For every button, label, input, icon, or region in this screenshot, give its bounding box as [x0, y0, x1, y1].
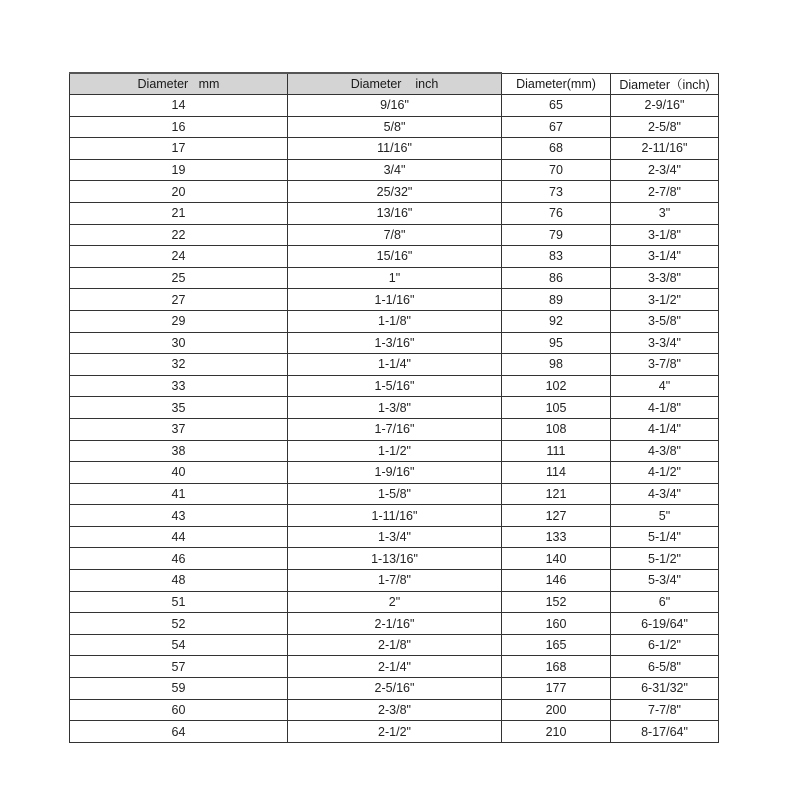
cell-diameter-mm: 32 — [70, 354, 288, 376]
cell-diameter-inch: 15/16" — [288, 246, 502, 268]
cell-diameter-mm-2: 105 — [502, 397, 611, 419]
table-row — [70, 397, 719, 419]
table-row — [70, 613, 719, 635]
cell-diameter-inch-2: 2-11/16" — [611, 138, 719, 160]
diameter-conversion-table — [69, 72, 719, 743]
cell-diameter-mm-2: 73 — [502, 181, 611, 203]
cell-diameter-inch: 1-13/16" — [288, 548, 502, 570]
cell-diameter-inch-2: 6-1/2" — [611, 634, 719, 656]
cell-diameter-mm: 20 — [70, 181, 288, 203]
table-row — [70, 181, 719, 203]
table-row — [70, 95, 719, 117]
table-row — [70, 246, 719, 268]
cell-diameter-inch-2: 6-19/64" — [611, 613, 719, 635]
table-row — [70, 634, 719, 656]
cell-diameter-mm-2: 160 — [502, 613, 611, 635]
cell-diameter-mm-2: 168 — [502, 656, 611, 678]
cell-diameter-inch: 1-1/8" — [288, 310, 502, 332]
table-header — [70, 73, 719, 95]
cell-diameter-inch: 1-5/8" — [288, 483, 502, 505]
table-row — [70, 721, 719, 743]
cell-diameter-inch: 9/16" — [288, 95, 502, 117]
cell-diameter-mm: 41 — [70, 483, 288, 505]
cell-diameter-mm-2: 70 — [502, 159, 611, 181]
cell-diameter-inch-2: 2-9/16" — [611, 95, 719, 117]
cell-diameter-mm: 51 — [70, 591, 288, 613]
header-diameter-mm-2: Diameter(mm) — [502, 73, 611, 95]
table-row — [70, 591, 719, 613]
table-row — [70, 678, 719, 700]
cell-diameter-mm: 24 — [70, 246, 288, 268]
cell-diameter-mm: 21 — [70, 202, 288, 224]
header-diameter-inch-2: Diameter（inch) — [611, 73, 719, 95]
table-row — [70, 354, 719, 376]
table-row — [70, 224, 719, 246]
table-row — [70, 548, 719, 570]
cell-diameter-mm: 48 — [70, 570, 288, 592]
cell-diameter-inch-2: 2-5/8" — [611, 116, 719, 138]
cell-diameter-inch-2: 5-1/4" — [611, 526, 719, 548]
table-row — [70, 483, 719, 505]
cell-diameter-inch-2: 2-3/4" — [611, 159, 719, 181]
cell-diameter-inch: 1-9/16" — [288, 462, 502, 484]
cell-diameter-mm-2: 140 — [502, 548, 611, 570]
cell-diameter-mm: 17 — [70, 138, 288, 160]
cell-diameter-mm-2: 210 — [502, 721, 611, 743]
table-row — [70, 505, 719, 527]
header-row — [70, 73, 719, 95]
cell-diameter-mm: 27 — [70, 289, 288, 311]
cell-diameter-mm-2: 79 — [502, 224, 611, 246]
cell-diameter-mm-2: 98 — [502, 354, 611, 376]
cell-diameter-inch-2: 3" — [611, 202, 719, 224]
cell-diameter-inch: 2-1/16" — [288, 613, 502, 635]
cell-diameter-inch-2: 6-31/32" — [611, 678, 719, 700]
cell-diameter-inch-2: 4" — [611, 375, 719, 397]
cell-diameter-inch: 2-1/8" — [288, 634, 502, 656]
cell-diameter-mm-2: 108 — [502, 418, 611, 440]
table-row — [70, 116, 719, 138]
cell-diameter-inch: 2-1/2" — [288, 721, 502, 743]
cell-diameter-mm-2: 95 — [502, 332, 611, 354]
table-row — [70, 202, 719, 224]
cell-diameter-mm: 35 — [70, 397, 288, 419]
cell-diameter-mm-2: 146 — [502, 570, 611, 592]
cell-diameter-inch-2: 3-3/4" — [611, 332, 719, 354]
cell-diameter-mm: 29 — [70, 310, 288, 332]
cell-diameter-inch-2: 6" — [611, 591, 719, 613]
cell-diameter-inch-2: 4-1/8" — [611, 397, 719, 419]
cell-diameter-inch: 11/16" — [288, 138, 502, 160]
cell-diameter-inch-2: 5-3/4" — [611, 570, 719, 592]
cell-diameter-inch-2: 2-7/8" — [611, 181, 719, 203]
cell-diameter-mm: 22 — [70, 224, 288, 246]
cell-diameter-inch-2: 7-7/8" — [611, 699, 719, 721]
table-row — [70, 526, 719, 548]
cell-diameter-mm: 46 — [70, 548, 288, 570]
cell-diameter-mm-2: 86 — [502, 267, 611, 289]
cell-diameter-mm-2: 65 — [502, 95, 611, 117]
cell-diameter-inch: 1-11/16" — [288, 505, 502, 527]
cell-diameter-mm-2: 114 — [502, 462, 611, 484]
table-row — [70, 656, 719, 678]
cell-diameter-inch-2: 5" — [611, 505, 719, 527]
cell-diameter-mm: 16 — [70, 116, 288, 138]
cell-diameter-inch-2: 4-1/4" — [611, 418, 719, 440]
cell-diameter-mm: 25 — [70, 267, 288, 289]
table-row — [70, 570, 719, 592]
cell-diameter-inch: 2-5/16" — [288, 678, 502, 700]
cell-diameter-mm-2: 102 — [502, 375, 611, 397]
cell-diameter-mm: 43 — [70, 505, 288, 527]
cell-diameter-mm: 44 — [70, 526, 288, 548]
header-diameter-mm: Diameter mm — [70, 73, 288, 95]
cell-diameter-inch: 1-3/16" — [288, 332, 502, 354]
cell-diameter-mm: 37 — [70, 418, 288, 440]
cell-diameter-mm: 40 — [70, 462, 288, 484]
cell-diameter-inch: 1-1/16" — [288, 289, 502, 311]
cell-diameter-inch-2: 3-3/8" — [611, 267, 719, 289]
cell-diameter-mm: 33 — [70, 375, 288, 397]
cell-diameter-mm: 60 — [70, 699, 288, 721]
table-row — [70, 418, 719, 440]
cell-diameter-mm-2: 76 — [502, 202, 611, 224]
cell-diameter-mm: 38 — [70, 440, 288, 462]
cell-diameter-mm: 64 — [70, 721, 288, 743]
cell-diameter-inch: 2-3/8" — [288, 699, 502, 721]
cell-diameter-inch-2: 5-1/2" — [611, 548, 719, 570]
cell-diameter-inch: 1-1/2" — [288, 440, 502, 462]
cell-diameter-inch: 1-3/8" — [288, 397, 502, 419]
cell-diameter-inch: 25/32" — [288, 181, 502, 203]
table-row — [70, 332, 719, 354]
cell-diameter-inch: 3/4" — [288, 159, 502, 181]
cell-diameter-mm: 54 — [70, 634, 288, 656]
cell-diameter-mm-2: 92 — [502, 310, 611, 332]
cell-diameter-inch-2: 3-1/4" — [611, 246, 719, 268]
table-row — [70, 289, 719, 311]
cell-diameter-mm-2: 121 — [502, 483, 611, 505]
table-row — [70, 159, 719, 181]
cell-diameter-inch: 2" — [288, 591, 502, 613]
table-row — [70, 462, 719, 484]
cell-diameter-inch: 13/16" — [288, 202, 502, 224]
table-row — [70, 310, 719, 332]
cell-diameter-inch: 5/8" — [288, 116, 502, 138]
cell-diameter-inch: 1-7/8" — [288, 570, 502, 592]
cell-diameter-inch-2: 4-3/8" — [611, 440, 719, 462]
cell-diameter-inch-2: 3-1/2" — [611, 289, 719, 311]
cell-diameter-mm: 14 — [70, 95, 288, 117]
table-row — [70, 138, 719, 160]
cell-diameter-inch-2: 3-5/8" — [611, 310, 719, 332]
cell-diameter-inch: 1" — [288, 267, 502, 289]
cell-diameter-mm-2: 133 — [502, 526, 611, 548]
cell-diameter-inch-2: 4-1/2" — [611, 462, 719, 484]
cell-diameter-mm: 57 — [70, 656, 288, 678]
cell-diameter-inch-2: 3-1/8" — [611, 224, 719, 246]
cell-diameter-mm-2: 68 — [502, 138, 611, 160]
cell-diameter-mm-2: 89 — [502, 289, 611, 311]
cell-diameter-inch: 1-5/16" — [288, 375, 502, 397]
cell-diameter-mm: 19 — [70, 159, 288, 181]
table-row — [70, 267, 719, 289]
cell-diameter-mm-2: 165 — [502, 634, 611, 656]
cell-diameter-mm-2: 67 — [502, 116, 611, 138]
table-row — [70, 699, 719, 721]
diameter-conversion-table-container — [69, 72, 718, 743]
cell-diameter-inch-2: 8-17/64" — [611, 721, 719, 743]
table-row — [70, 440, 719, 462]
cell-diameter-inch: 1-1/4" — [288, 354, 502, 376]
cell-diameter-mm-2: 127 — [502, 505, 611, 527]
cell-diameter-inch: 2-1/4" — [288, 656, 502, 678]
cell-diameter-mm-2: 200 — [502, 699, 611, 721]
table-body — [70, 95, 719, 743]
cell-diameter-mm-2: 152 — [502, 591, 611, 613]
cell-diameter-mm: 30 — [70, 332, 288, 354]
header-diameter-inch: Diameter inch — [288, 73, 502, 95]
cell-diameter-inch-2: 4-3/4" — [611, 483, 719, 505]
cell-diameter-mm-2: 177 — [502, 678, 611, 700]
cell-diameter-mm-2: 111 — [502, 440, 611, 462]
cell-diameter-inch: 7/8" — [288, 224, 502, 246]
cell-diameter-inch-2: 3-7/8" — [611, 354, 719, 376]
cell-diameter-mm-2: 83 — [502, 246, 611, 268]
cell-diameter-inch: 1-7/16" — [288, 418, 502, 440]
cell-diameter-inch-2: 6-5/8" — [611, 656, 719, 678]
cell-diameter-inch: 1-3/4" — [288, 526, 502, 548]
cell-diameter-mm: 59 — [70, 678, 288, 700]
table-row — [70, 375, 719, 397]
cell-diameter-mm: 52 — [70, 613, 288, 635]
